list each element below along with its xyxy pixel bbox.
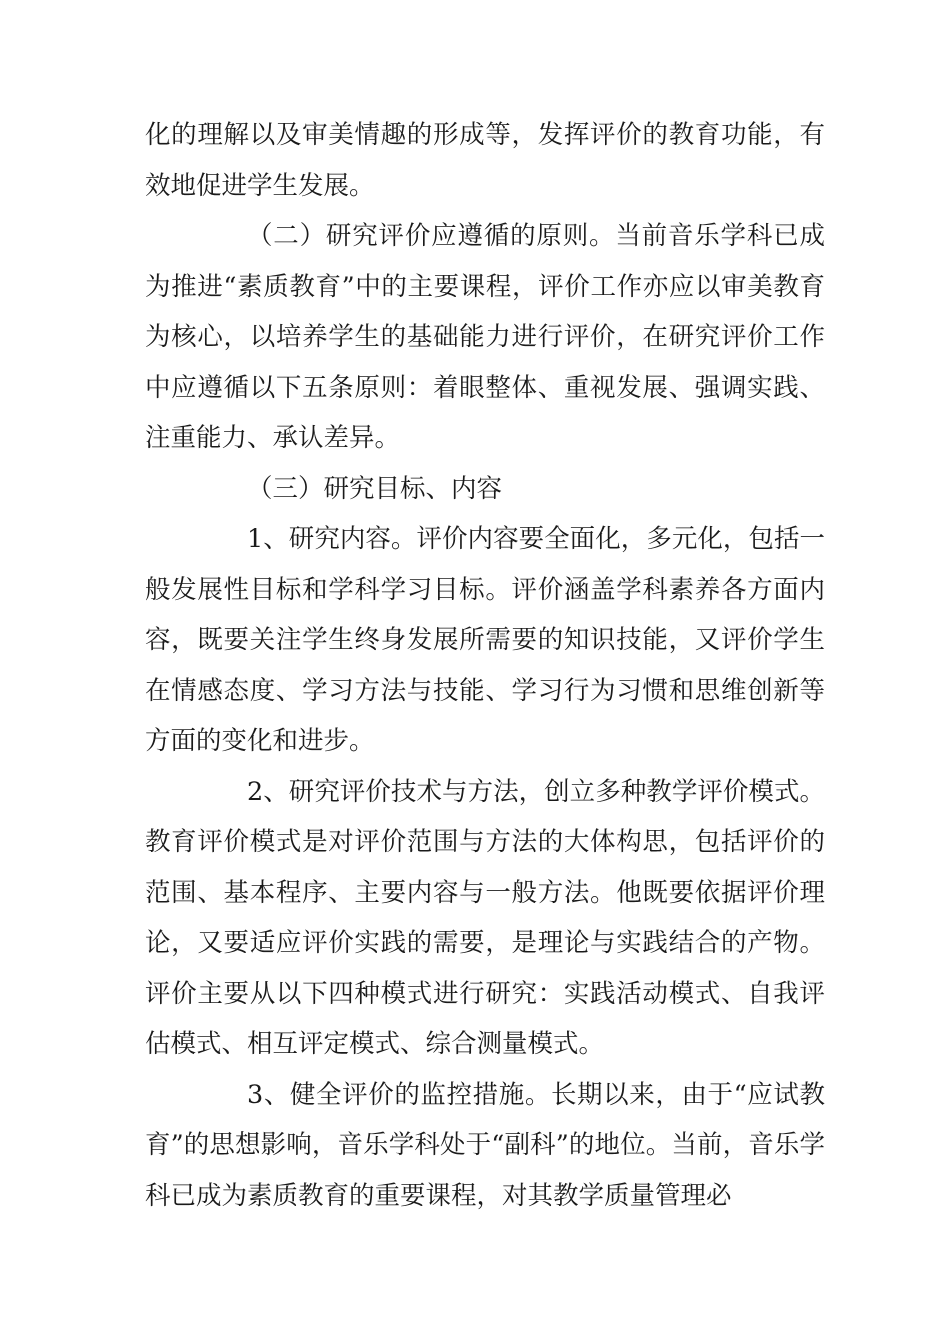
paragraph-monitoring-measures: 3、健全评价的监控措施。长期以来，由于“应试教育”的思想影响，音乐学科处于“副科”的地位。当前，音乐学科已成为素质教育的重要课程，对其教学质量管理必 [145, 1079, 825, 1211]
section-heading-goals: （三）研究目标、内容 [247, 473, 503, 504]
paragraph-principles: （二）研究评价应遵循的原则。当前音乐学科已成为推进“素质教育”中的主要课程，评价工作亦应以审美教育为核心，以培养学生的基础能力进行评价，在研究评价工作中应遵循以下五条原则：着眼整体、重视发展、强调实践、注重能力、承认差异。 [145, 221, 825, 453]
paragraph-evaluation-methods: 2、研究评价技术与方法，创立多种教学评价模式。教育评价模式是对评价范围与方法的大体构思，包括评价的范围、基本程序、主要内容与一般方法。他既要依据评价理论，又要适应评价实践的需要，是理论与实践结合的产物。评价主要从以下四种模式进行研究：实践活动模式、自我评估模式、相互评定模式、综合测量模式。 [145, 776, 825, 1059]
paragraph-continuation: 化的理解以及审美情趣的形成等，发挥评价的教育功能，有效地促进学生发展。 [145, 120, 825, 201]
document-body [145, 110, 825, 1221]
paragraph-research-content: 1、研究内容。评价内容要全面化，多元化，包括一般发展性目标和学科学习目标。评价涵盖学科素养各方面内容，既要关注学生终身发展所需要的知识技能，又评价学生在情感态度、学习方法与技能、学习行为习惯和思维创新等方面的变化和进步。 [145, 524, 825, 756]
